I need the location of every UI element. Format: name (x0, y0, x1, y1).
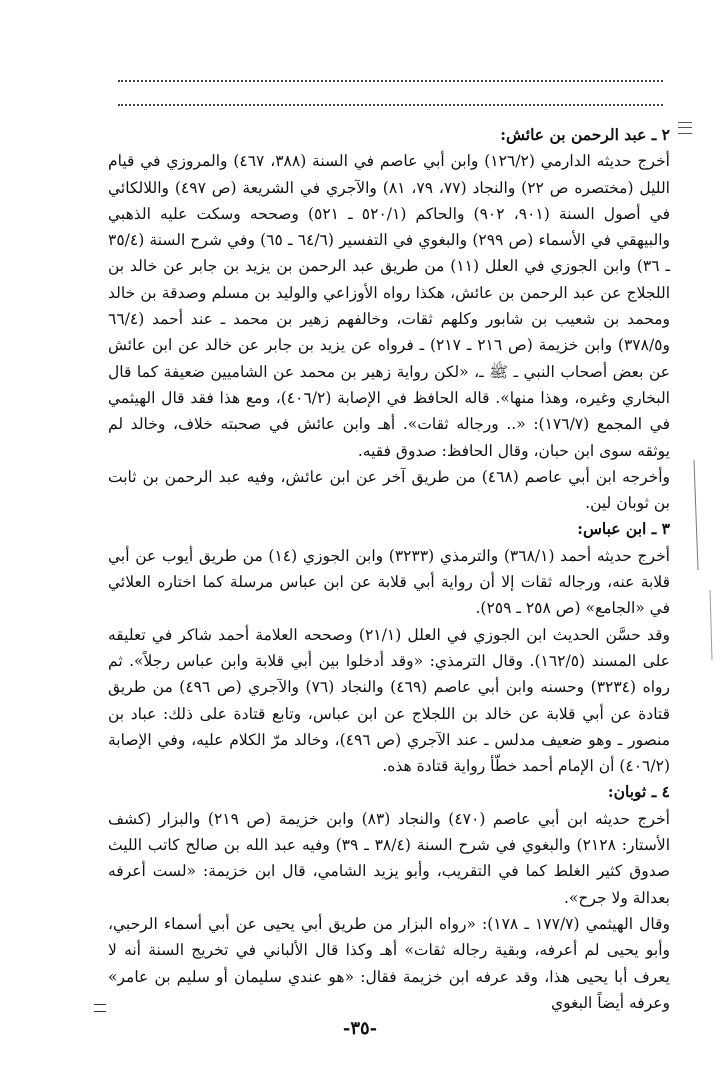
section-heading-thawban: ٤ ـ ثوبان: (607, 782, 670, 802)
paragraph (108, 911, 670, 1016)
heading-text: ٢ ـ عبد الرحمن بن عائش: (500, 125, 670, 144)
heading-marker-icon (678, 122, 692, 134)
paragraph: أخرج حديثه ابن أبي عاصم (٤٧٠) والنجاد (٨٣) وابن خزيمة (ص ٢١٩) والبزار (كشف الأستار: ٢١٢٨) والبغوي في شرح السنة (٣٨/٤ ـ ٣٩) وفيه عبد الله بن صالح كاتب الليث صدوق كثير الغلط كما في التقريب، وأبو يزيد الشامي، قال ابن خزيمة: «لست أعرفه بعدالة ولا جرح». (108, 809, 670, 907)
dotted-divider-top (118, 80, 663, 82)
continuation-mark-icon (94, 1004, 106, 1012)
dotted-divider-bottom (118, 104, 663, 106)
paragraph: أخرج حديثه أحمد (٣٦٨/١) والترمذي (٣٢٣٣) وابن الجوزي (١٤) من طريق أيوب عن أبي قلابة عنه، ورجاله ثقات إلا أن رواية أبي قلابة عن ابن عباس مرسلة كما اختاره العلائي في «الجامع» (ص ٢٥٨ ـ ٢٥٩). (108, 546, 670, 618)
paragraph: وقد حسَّن الحديث ابن الجوزي في العلل (٢١/١) وصححه العلامة أحمد شاكر في تعليقه على المسند (١٦٢/٥). وقال الترمذي: «وقد أدخلوا بين أبي قلابة وابن عباس رجلاً». ثم رواه (٣٢٣٤) وحسنه وابن أبي عاصم (٤٦٩) والنجاد (٧٦) والآجري (ص ٤٩٦) من طريق قتادة عن أبي قلابة عن خالد بن اللجلاج عن ابن عباس، وتابع قتادة على ذلك: عباد بن منصور ـ وهو ضعيف مدلس ـ عند الآجري (ص ٤٩٦)، وخالد مرّ الكلام عليه، وفي الإصابة (٤٠٦/٢) أن الإمام أحمد خطّأ رواية قتادة هذه. (108, 625, 670, 776)
section-heading-abdurrahman (108, 122, 670, 148)
paragraph: وأخرجه ابن أبي عاصم (٤٦٨) من طريق آخر عن ابن عائش، وفيه عبد الرحمن بن ثابت بن ثوبان لين. (108, 467, 670, 513)
page-number: -٣٥- (342, 1018, 378, 1039)
margin-lines-decoration (690, 460, 720, 660)
page-body (108, 122, 670, 1016)
margin-line (710, 590, 712, 660)
margin-line (694, 460, 698, 570)
paragraph: أخرج حديثه الدارمي (١٢٦/٢) وابن أبي عاصم في السنة (٣٨٨، ٤٦٧) والمروزي في قيام الليل (مختصره ص ٢٢) والنجاد (٧٧، ٧٩، ٨١) والآجري في الشريعة (ص ٤٩٧) واللالكائي في أصول السنة (٩٠١، ٩٠٢) والحاكم (٥٢٠/١ ـ ٥٢١) وصححه وسكت عليه الذهبي والبيهقي في الأسماء (ص ٢٩٩) والبغوي في التفسير (٦٤/٦ ـ ٦٥) وفي شرح السنة (٣٥/٤ ـ ٣٦) وابن الجوزي في العلل (١١) من طريق عبد الرحمن بن يزيد بن جابر عن خالد بن اللجلاج عن عبد الرحمن بن عائش، هكذا رواه الأوزاعي والوليد بن مسلم وصدقة بن خالد ومحمد بن شعيب بن شابور وكلهم ثقات، وخالفهم زهير بن محمد ـ عند أحمد (٦٦/٤ و٣٧٨/٥) وابن خزيمة (ص ٢١٦ ـ ٢١٧) ـ فرواه عن يزيد بن جابر عن خالد عن ابن عائش عن بعض أصحاب النبي ـ ﷺ ـ، «لكن رواية زهير بن محمد عن الشاميين ضعيفة كما قال البخاري وغيره، وهذا منها». قاله الحافظ في الإصابة (٤٠٦/٢)، ومع هذا فقد قال الهيثمي في المجمع (١٧٦/٧): «.. ورجاله ثقات». أهـ وابن عائش في صحبته خلاف، وخالد لم يوثقه سوى ابن حبان، وقال الحافظ: صدوق فقيه. (108, 152, 671, 460)
section-heading-ibn-abbas: ٣ ـ ابن عباس: (577, 519, 670, 539)
paragraph-text: وقال الهيثمي (١٧٧/٧ ـ ١٧٨): «رواه البزار من طريق أبي يحيى عن أبي أسماء الرحبي، وأبو يحيى لم أعرفه، وبقية رجاله ثقات» أهـ وكذا قال الألباني في تخريج السنة أنه لا يعرف أبا يحيى هذا، وقد عرفه ابن خزيمة فقال: «هو عندي سليمان أو سليم بن عامر» وعرفه أيضاً البغوي (108, 914, 670, 1012)
